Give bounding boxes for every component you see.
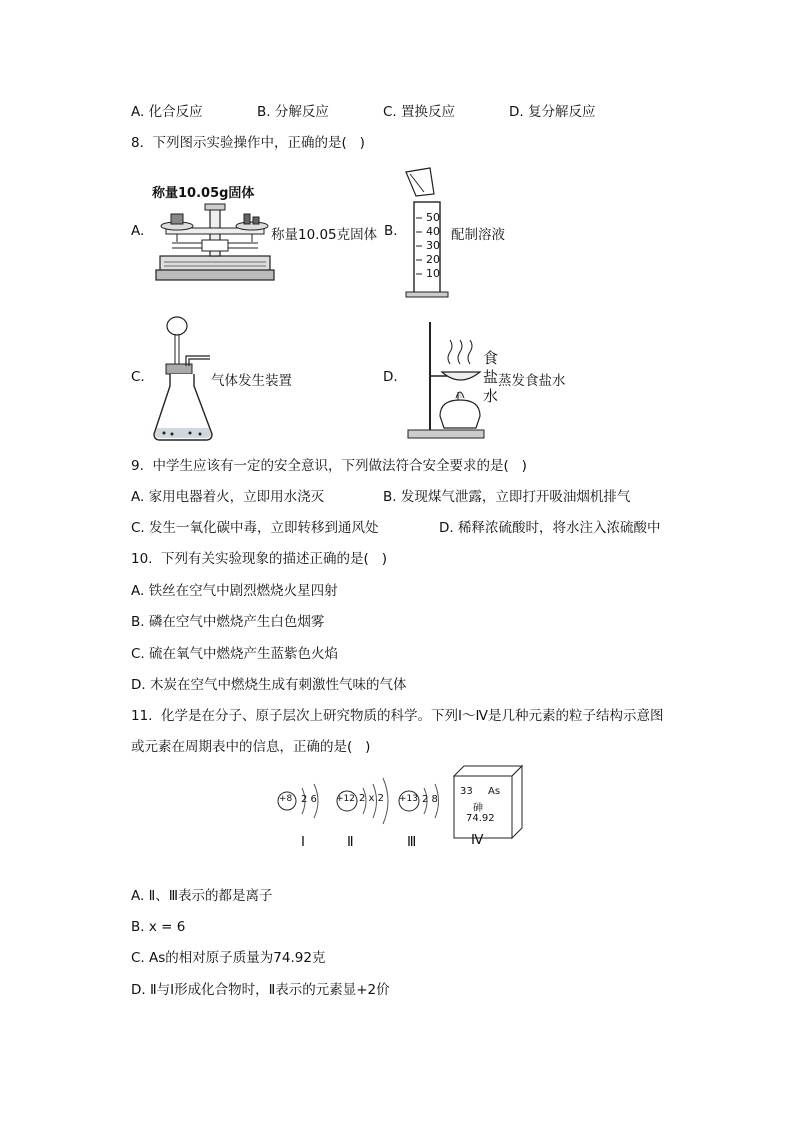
- atom-2-shells: 2 x 2: [359, 793, 384, 804]
- q7-option-a: A. 化合反应: [131, 104, 203, 120]
- q8-d-letter: D.: [383, 369, 398, 385]
- element-label: Ⅳ: [471, 832, 484, 848]
- q9-option-c: C. 发生一氧化碳中毒，立即转移到通风处: [131, 520, 379, 536]
- q8-b-caption: 配制溶液: [451, 227, 505, 243]
- q8-a-image-title: 称量10.05g固体: [152, 186, 255, 201]
- cylinder-tick-10: 10: [426, 267, 440, 280]
- q11-option-a: A. Ⅱ、Ⅲ表示的都是离子: [131, 888, 273, 904]
- atom-label-3: Ⅲ: [407, 834, 417, 850]
- cylinder-tick-50: 50: [426, 211, 440, 224]
- q11-stem-line1: 11. 化学是在分子、原子层次上研究物质的科学。下列Ⅰ～Ⅳ是几种元素的粒子结构示意图: [131, 708, 664, 724]
- atom-label-2: Ⅱ: [347, 834, 354, 850]
- q7-option-b: B. 分解反应: [257, 104, 329, 120]
- q9-option-d: D. 稀释浓硫酸时，将水注入浓硫酸中: [439, 520, 661, 536]
- q10-option-b: B. 磷在空气中燃烧产生白色烟雾: [131, 614, 325, 630]
- atom-label-1: Ⅰ: [301, 834, 305, 850]
- atom-1-nucleus: +8: [279, 794, 293, 804]
- q10-option-a: A. 铁丝在空气中剧烈燃烧火星四射: [131, 583, 338, 599]
- q8-d-caption: 蒸发食盐水: [498, 373, 566, 389]
- cylinder-tick-20: 20: [426, 253, 440, 266]
- q9-option-b: B. 发现煤气泄露，立即打开吸油烟机排气: [383, 489, 631, 505]
- q8-a-letter: A.: [131, 223, 145, 239]
- balance-illustration: [152, 198, 277, 283]
- q8-c-letter: C.: [131, 369, 145, 385]
- q7-option-d: D. 复分解反应: [509, 104, 596, 120]
- atom-1-shells: 2 6: [301, 794, 317, 805]
- q8-a-caption: 称量10.05克固体: [271, 227, 378, 243]
- q10-stem: 10. 下列有关实验现象的描述正确的是( ): [131, 551, 387, 567]
- q11-option-b: B. x = 6: [131, 919, 186, 935]
- cylinder-tick-40: 40: [426, 225, 440, 238]
- element-symbol: As: [488, 786, 501, 797]
- q7-option-c: C. 置换反应: [383, 104, 456, 120]
- q11-option-d: D. Ⅱ与Ⅰ形成化合物时，Ⅱ表示的元素显+2价: [131, 982, 390, 998]
- element-number: 33: [460, 786, 473, 797]
- q10-option-d: D. 木炭在空气中燃烧生成有刺激性气味的气体: [131, 677, 407, 693]
- atom-3-nucleus: +13: [399, 794, 418, 804]
- d-side-char-3: 水: [483, 387, 499, 405]
- q10-option-c: C. 硫在氧气中燃烧产生蓝紫色火焰: [131, 646, 339, 662]
- q9-option-a: A. 家用电器着火，立即用水浇灭: [131, 489, 325, 505]
- evaporation-illustration: [400, 320, 484, 442]
- q8-b-letter: B.: [384, 223, 398, 239]
- cylinder-tick-30: 30: [426, 239, 440, 252]
- d-side-char-1: 食: [483, 349, 499, 367]
- element-mass: 74.92: [466, 813, 495, 824]
- atom-3-shells: 2 8: [422, 794, 438, 805]
- q11-stem-line2: 或元素在周期表中的信息，正确的是( ): [131, 739, 371, 755]
- atom-2-nucleus: +12: [336, 794, 355, 804]
- q9-stem: 9. 中学生应该有一定的安全意识，下列做法符合安全要求的是( ): [131, 458, 527, 474]
- q11-option-c: C. As的相对原子质量为74.92克: [131, 950, 326, 966]
- q8-c-caption: 气体发生装置: [211, 373, 292, 389]
- element-name: 砷: [473, 803, 483, 814]
- q8-stem: 8. 下列图示实验操作中，正确的是( ): [131, 135, 365, 151]
- d-side-char-2: 盐: [483, 368, 499, 386]
- gas-generator-illustration: [150, 316, 216, 444]
- periodic-table-cell: [452, 764, 524, 840]
